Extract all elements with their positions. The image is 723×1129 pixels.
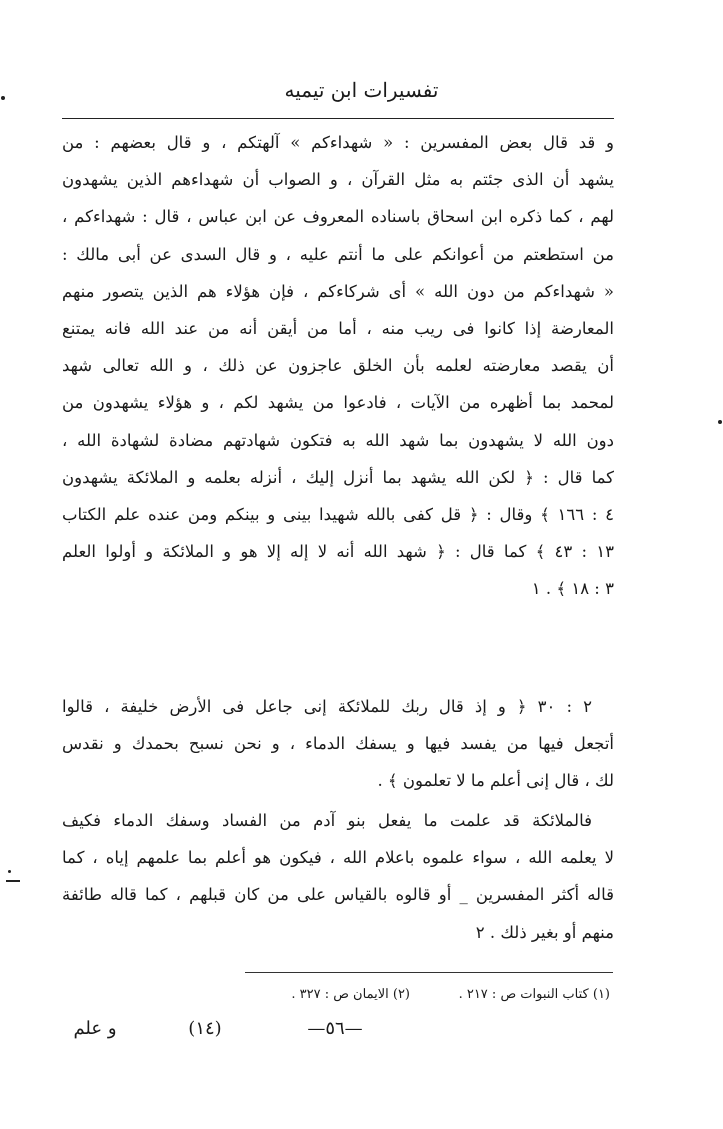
text-line: منهم أو بغير ذلك . ٢ xyxy=(475,922,614,942)
text-line: و قد قال بعض المفسرين : « شهداءكم » آلهتكم ، و قال بعضهم : من xyxy=(62,133,614,152)
header-rule xyxy=(62,118,614,119)
signature-mark: (١٤) xyxy=(188,1018,222,1039)
text-line: كما قال : ﴿ لكن الله يشهد بما أنزل إليك ، أنزله بعلمه و الملائكة يشهدون xyxy=(62,467,614,487)
text-line: لمحمد بما أظهره من الآيات ، فادعوا من يشهد لكم ، و هؤلاء يشهدون من xyxy=(62,393,614,413)
text-line: أن يقصد معارضته لعلمه بأن الخلق عاجزون عن ذلك ، و الله تعالى شهد xyxy=(62,356,614,376)
text-line: دون الله لا يشهدون بما شهد الله به فتكون شهادتهم مضادة لشهادة الله ، xyxy=(62,430,614,450)
text-line: أتجعل فيها من يفسد فيها و يسفك الدماء ، و نحن نسبح بحمدك و نقدس xyxy=(62,734,614,754)
text-line: ٢ : ٣٠ ﴿ و إذ قال ربك للملائكة إنى جاعل فى الأرض خليفة ، قالوا xyxy=(62,697,592,716)
paragraph-3 xyxy=(62,802,614,951)
text-line: ١٣ : ٤٣ ﴾ كما قال : ﴿ شهد الله أنه لا إله إلا هو و الملائكة و أولوا العلم xyxy=(62,542,614,562)
running-title: تفسيرات ابن تيميه xyxy=(284,78,439,102)
text-line: لك ، قال إنى أعلم ما لا تعلمون ﴾ . xyxy=(377,771,614,791)
footnote-2: (٢) الايمان ص : ٣٢٧ . xyxy=(291,987,410,1002)
text-line: قاله أكثر المفسرين _ أو قالوه بالقياس على من كان قبلهم ، كما قاله طائفة xyxy=(62,885,614,905)
text-line: يشهد أن الذى جئتم به مثل القرآن ، و الصواب أن شهداءهم الذين يشهدون xyxy=(62,170,614,190)
text-line: من استطعتم من أعوانكم على ما أنتم عليه ، و قال السدى عن أبى مالك : xyxy=(62,244,614,264)
paragraph-2 xyxy=(62,688,614,800)
text-line: فالملائكة قد علمت ما يفعل بنو آدم من الفساد وسفك الدماء فكيف xyxy=(62,811,592,830)
text-line: لهم ، كما ذكره ابن اسحاق باسناده المعروف عن ابن عباس ، قال : شهداءكم ، xyxy=(62,207,614,227)
page-edge-mark xyxy=(6,880,20,882)
footnotes xyxy=(230,984,610,1006)
footnote-1: (١) كتاب النبوات ص : ٢١٧ . xyxy=(458,987,610,1002)
text-line: « شهداءكم من دون الله » أى شركاءكم ، فإن هؤلاء هم الذين يتصور منهم xyxy=(62,281,614,301)
text-line: ٤ : ١٦٦ ﴾ وقال : ﴿ قل كفى بالله شهيدا بينى و بينكم ومن عنده علم الكتاب xyxy=(62,504,614,524)
page-edge-mark xyxy=(718,420,722,424)
text-line: ٣ : ١٨ ﴾ . ١ xyxy=(531,579,614,599)
text-line: المعارضة إذا كانوا فى ريب منه ، أما من أيقن أنه من عند الله فانه يمتنع xyxy=(62,318,614,338)
page-number: —٥٦— xyxy=(307,1018,363,1039)
page-edge-mark xyxy=(8,870,11,873)
paragraph-1 xyxy=(62,124,614,607)
catchword: و علم xyxy=(73,1018,117,1039)
footnote-rule xyxy=(245,972,613,973)
text-line: لا يعلمه الله ، سواء علموه باعلام الله ، فيكون هو أعلم بما علمهم إياه ، كما xyxy=(62,848,614,868)
